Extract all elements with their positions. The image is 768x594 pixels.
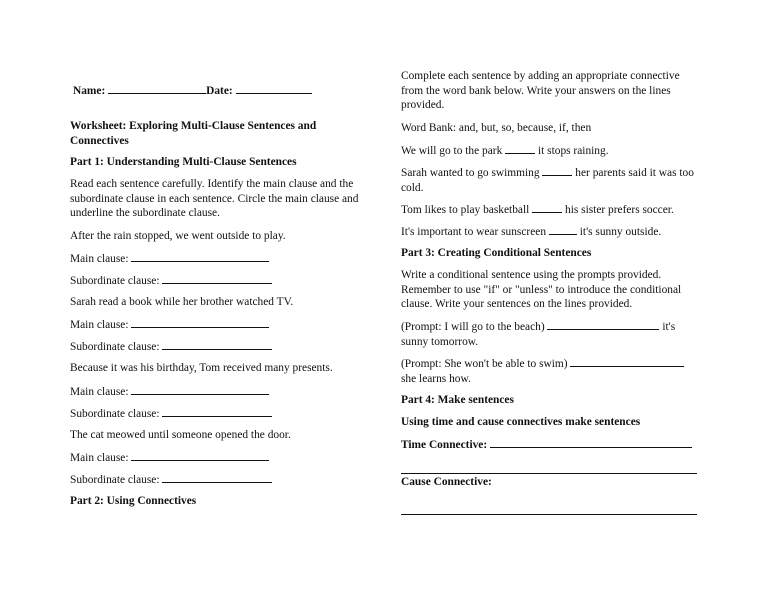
sentence-3: Because it was his birthday, Tom received many presents. bbox=[70, 362, 333, 374]
sub-clause-label: Subordinate clause: bbox=[70, 341, 160, 353]
part2-instructions: Complete each sentence by adding an appropriate connective from the word bank below. Write your answers on the lines provided. bbox=[401, 70, 680, 111]
main-clause-row-3 bbox=[70, 384, 269, 400]
time-connective-field[interactable] bbox=[490, 437, 692, 448]
sentence-1: After the rain stopped, we went outside to play. bbox=[70, 230, 286, 242]
connective-item-4 bbox=[401, 224, 661, 240]
part3-heading: Part 3: Creating Conditional Sentences bbox=[401, 247, 592, 259]
prompt-1 bbox=[401, 319, 697, 349]
main-clause-row-1 bbox=[70, 251, 269, 267]
date-field[interactable] bbox=[236, 83, 312, 94]
item-text-before: Tom likes to play basketball bbox=[401, 204, 530, 216]
prompt-text-after: it's sunny tomorrow. bbox=[401, 321, 676, 348]
connective-field-1[interactable] bbox=[505, 143, 535, 154]
sub-clause-row-3 bbox=[70, 406, 272, 422]
part3-instructions: Write a conditional sentence using the prompts provided. Remember to use "if" or "unless" to introduce the conditional clause. Write your sentences on the lines provided. bbox=[401, 269, 682, 310]
main-clause-label: Main clause: bbox=[70, 319, 129, 331]
connective-item-3 bbox=[401, 202, 674, 218]
item-text-before: We will go to the park bbox=[401, 145, 503, 157]
sub-clause-field-4[interactable] bbox=[162, 472, 272, 483]
sub-clause-row-1 bbox=[70, 273, 272, 289]
worksheet-title: Worksheet: Exploring Multi-Clause Sentences and Connectives bbox=[70, 120, 317, 147]
main-clause-label: Main clause: bbox=[70, 452, 129, 464]
main-clause-field-2[interactable] bbox=[131, 317, 269, 328]
sub-clause-label: Subordinate clause: bbox=[70, 275, 160, 287]
name-label: Name: bbox=[73, 85, 106, 97]
time-connective-row bbox=[401, 437, 692, 453]
item-text-before: It's important to wear sunscreen bbox=[401, 226, 547, 238]
item-text-before: Sarah wanted to go swimming bbox=[401, 167, 540, 179]
prompt-text-before: (Prompt: I will go to the beach) bbox=[401, 321, 545, 333]
part1-instructions: Read each sentence carefully. Identify the main clause and the subordinate clause in each sentence. Circle the main clause and underline the subordinate clause. bbox=[70, 178, 359, 219]
sub-clause-label: Subordinate clause: bbox=[70, 474, 160, 486]
connective-field-2[interactable] bbox=[542, 165, 572, 176]
sub-clause-row-4 bbox=[70, 472, 272, 488]
sub-clause-field-1[interactable] bbox=[162, 273, 272, 284]
connective-field-4[interactable] bbox=[549, 224, 577, 235]
sentence-2: Sarah read a book while her brother watched TV. bbox=[70, 296, 294, 308]
part1-heading: Part 1: Understanding Multi-Clause Sentences bbox=[70, 156, 297, 168]
sentence-4: The cat meowed until someone opened the door. bbox=[70, 429, 291, 441]
prompt-text-before: (Prompt: She won't be able to swim) bbox=[401, 358, 568, 370]
sub-clause-label: Subordinate clause: bbox=[70, 408, 160, 420]
main-clause-label: Main clause: bbox=[70, 386, 129, 398]
connective-item-2 bbox=[401, 165, 697, 195]
name-date-row bbox=[73, 83, 312, 99]
name-field[interactable] bbox=[108, 83, 206, 94]
item-text-after: it's sunny outside. bbox=[579, 226, 662, 238]
sub-clause-field-2[interactable] bbox=[162, 339, 272, 350]
prompt-field-2[interactable] bbox=[570, 356, 684, 367]
part4-subheading: Using time and cause connectives make sentences bbox=[401, 416, 641, 428]
time-connective-label: Time Connective: bbox=[401, 439, 488, 451]
item-text-after: her parents said it was too cold. bbox=[401, 167, 694, 194]
item-text-after: his sister prefers soccer. bbox=[565, 204, 674, 216]
main-clause-field-3[interactable] bbox=[131, 384, 269, 395]
main-clause-row-4 bbox=[70, 450, 269, 466]
main-clause-field-4[interactable] bbox=[131, 450, 269, 461]
connective-item-1 bbox=[401, 143, 609, 159]
item-text-after: it stops raining. bbox=[537, 145, 609, 157]
main-clause-row-2 bbox=[70, 317, 269, 333]
cause-connective-answer-line[interactable] bbox=[401, 514, 697, 515]
time-connective-answer-line[interactable] bbox=[401, 473, 697, 474]
connective-field-3[interactable] bbox=[532, 202, 562, 213]
date-label: Date: bbox=[206, 85, 233, 97]
prompt-field-1[interactable] bbox=[547, 319, 659, 330]
sub-clause-row-2 bbox=[70, 339, 272, 355]
sub-clause-field-3[interactable] bbox=[162, 406, 272, 417]
main-clause-field-1[interactable] bbox=[131, 251, 269, 262]
part4-heading: Part 4: Make sentences bbox=[401, 394, 514, 406]
word-bank: Word Bank: and, but, so, because, if, then bbox=[401, 122, 592, 134]
part2-heading: Part 2: Using Connectives bbox=[70, 495, 197, 507]
cause-connective-label: Cause Connective: bbox=[401, 476, 492, 488]
prompt-2 bbox=[401, 356, 697, 386]
prompt-text-after: she learns how. bbox=[401, 372, 471, 385]
main-clause-label: Main clause: bbox=[70, 253, 129, 265]
